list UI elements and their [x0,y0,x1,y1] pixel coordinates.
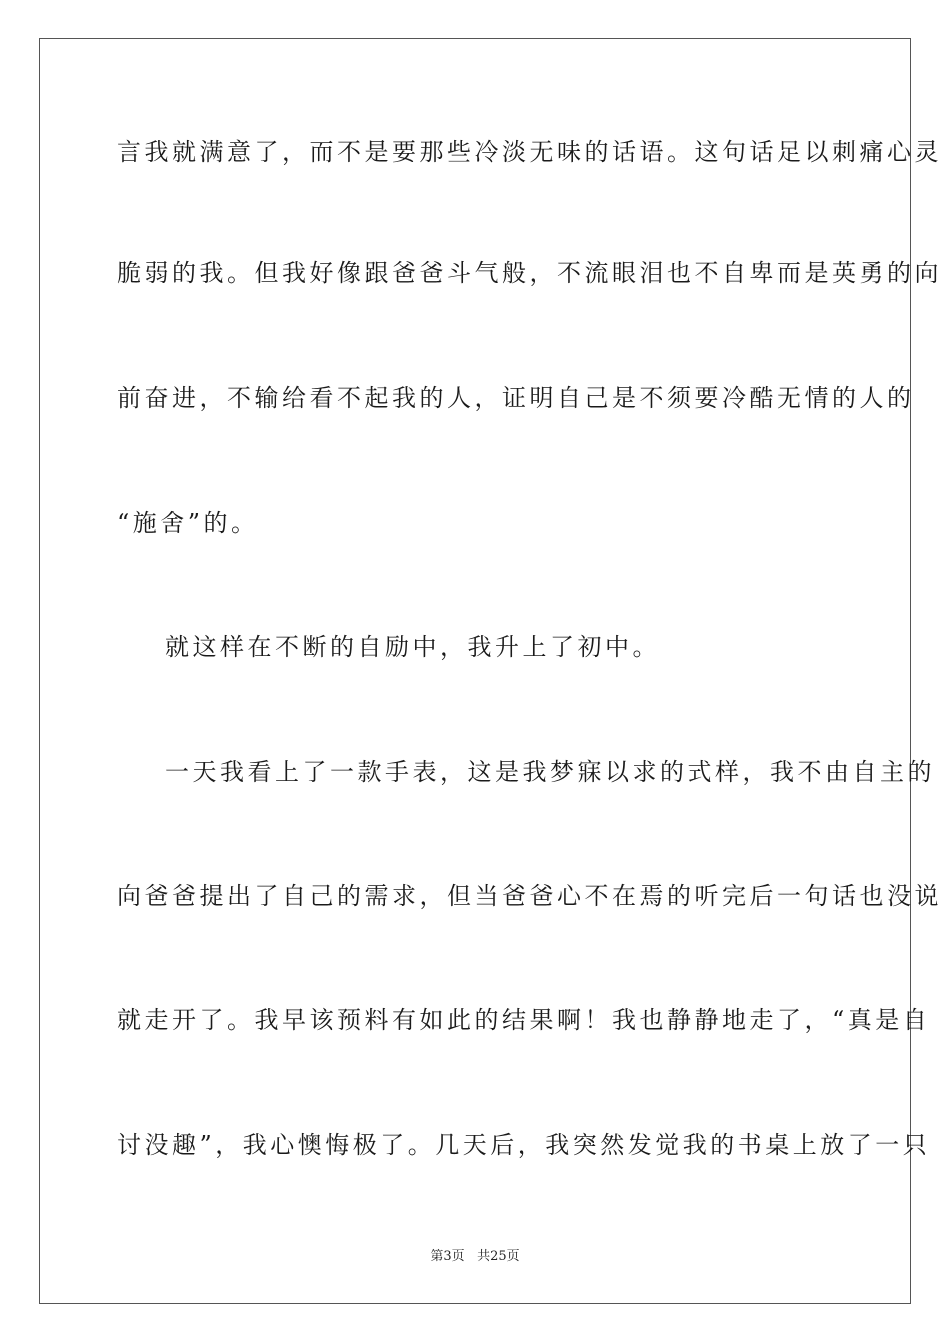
page-total: 共25页 [477,1249,520,1264]
paragraph-line-9: 讨没趣”，我心懊悔极了。几天后，我突然发觉我的书桌上放了一只 [117,1131,931,1159]
page-frame [39,38,942,1304]
paragraph-line-5: 就这样在不断的自励中，我升上了初中。 [165,633,660,661]
paragraph-line-1: 言我就满意了，而不是要那些冷淡无味的话语。这句话足以刺痛心灵 [117,138,942,166]
paragraph-line-3: 前奋进，不输给看不起我的人，证明自己是不须要冷酷无情的人的 [117,384,915,412]
paragraph-line-8: 就走开了。我早该预料有如此的结果啊！我也静静地走了，“真是自 [117,1006,931,1034]
paragraph-line-7: 向爸爸提出了自己的需求，但当爸爸心不在焉的听完后一句话也没说 [117,882,942,910]
paragraph-line-6: 一天我看上了一款手表，这是我梦寐以求的式样，我不由自主的 [165,758,935,786]
paragraph-line-4: “施舍”的。 [117,509,259,537]
paragraph-line-2: 脆弱的我。但我好像跟爸爸斗气般，不流眼泪也不自卑而是英勇的向 [117,259,942,287]
page-footer [0,1249,950,1265]
page-number: 第3页 [430,1249,465,1264]
